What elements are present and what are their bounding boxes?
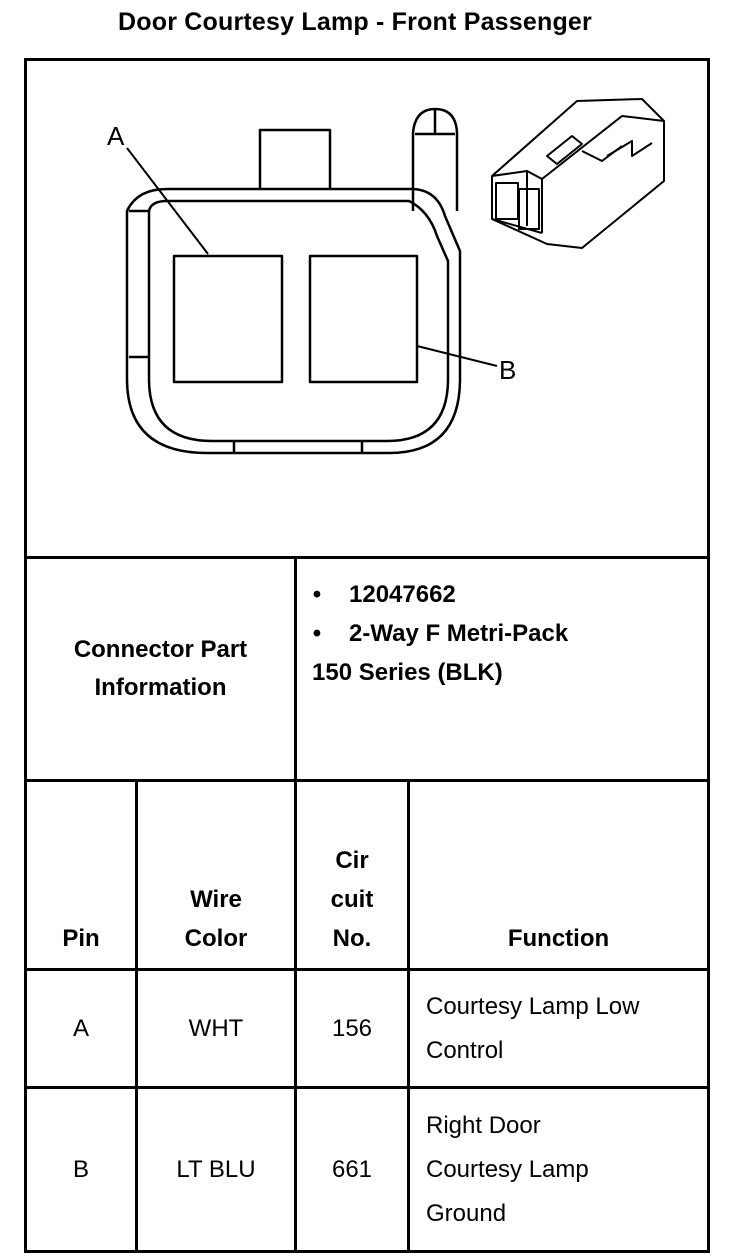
function-line: Control xyxy=(426,1036,504,1064)
function-line: Right Door xyxy=(426,1111,541,1139)
page-title: Door Courtesy Lamp - Front Passenger xyxy=(118,8,592,36)
header-function-text: Function xyxy=(507,925,610,952)
bullet-icon: • xyxy=(312,581,322,608)
connector-description-continued: 150 Series (BLK) xyxy=(312,659,503,686)
pin-table xyxy=(27,782,707,1250)
function-line: Courtesy Lamp xyxy=(426,1155,589,1183)
description-line xyxy=(297,614,697,653)
header-no-text: No. xyxy=(332,925,372,952)
cavity-a xyxy=(174,256,282,382)
connector-diagram xyxy=(27,61,707,559)
header-color-text: Color xyxy=(184,925,248,952)
connector-body-outer xyxy=(127,189,460,453)
row-b-function xyxy=(426,1089,707,1250)
row-b-wire-color: LT BLU xyxy=(176,1155,256,1183)
function-line: Courtesy Lamp Low xyxy=(426,992,640,1020)
connector-part-info-value xyxy=(297,575,697,692)
row-a-pin: A xyxy=(72,1014,89,1042)
connector-face-drawing xyxy=(27,61,707,556)
connector-description: 2-Way F Metri-Pack xyxy=(349,620,569,647)
bullet-icon: • xyxy=(312,620,322,647)
header-pin-text: Pin xyxy=(62,925,100,952)
header-function xyxy=(410,782,707,968)
latch-tab xyxy=(260,130,330,189)
connector-frame xyxy=(24,58,710,1253)
row-a-circuit: 156 xyxy=(331,1014,373,1042)
header-cuit-text: cuit xyxy=(330,886,374,913)
row-a-wire-color: WHT xyxy=(188,1014,244,1042)
row-a-function xyxy=(426,971,707,1086)
connector-3d-view xyxy=(492,99,664,248)
header-pin xyxy=(27,782,135,968)
info-label-line1: Connector Part xyxy=(73,636,248,663)
header-wire-text: Wire xyxy=(190,886,242,913)
leader-line-b xyxy=(417,346,497,366)
part-number-line xyxy=(297,575,697,614)
row-b-circuit: 661 xyxy=(331,1155,373,1183)
pin-label-b: B xyxy=(499,355,517,385)
header-cir-text: Cir xyxy=(335,847,369,874)
header-circuit-no xyxy=(297,782,407,968)
row-b-pin: B xyxy=(72,1155,89,1183)
pin-label-a: A xyxy=(107,121,125,151)
connector-part-info-label xyxy=(27,559,297,779)
info-label-line2: Information xyxy=(94,674,227,701)
connector-part-info-row xyxy=(27,559,707,782)
cavity-b xyxy=(310,256,417,382)
part-number: 12047662 xyxy=(349,581,456,608)
function-line: Ground xyxy=(426,1199,507,1227)
header-wire-color xyxy=(138,782,294,968)
